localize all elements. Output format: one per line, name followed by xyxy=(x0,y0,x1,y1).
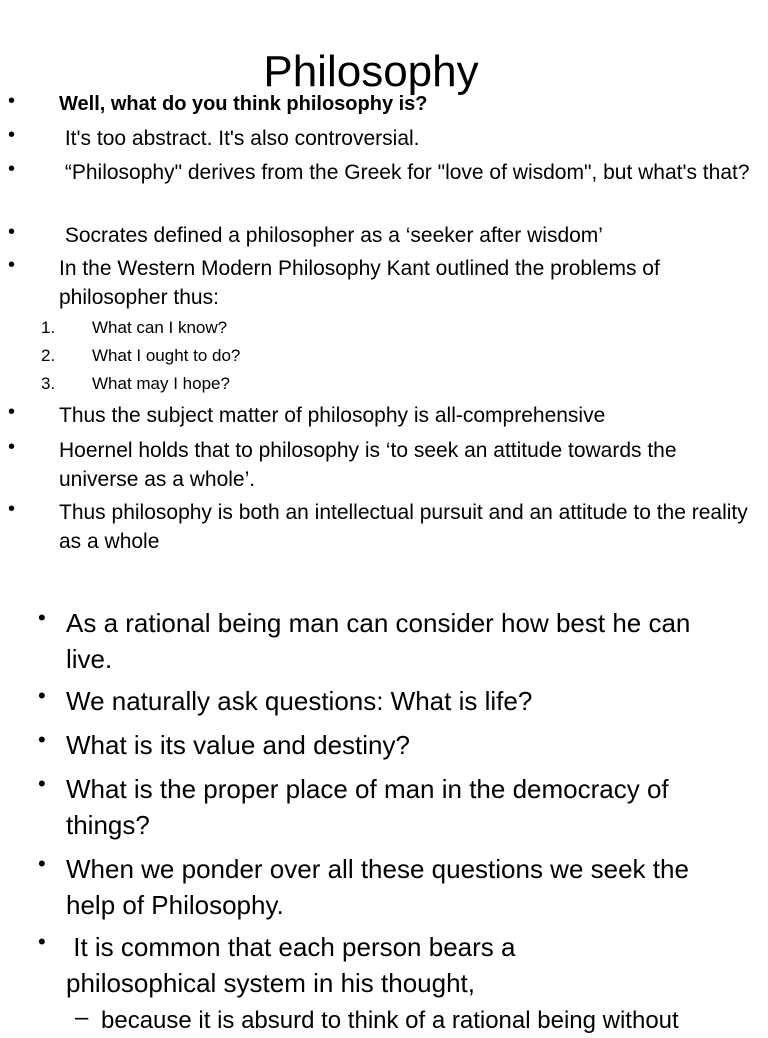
bullet-icon: • xyxy=(8,401,16,423)
bullet-text: It is common that each person bears a philosophical system in his thought, xyxy=(66,932,523,998)
bullet-text: As a rational being man can consider how best he can live. xyxy=(66,608,698,674)
bullet-icon: • xyxy=(8,254,16,276)
item-text: What I ought to do? xyxy=(92,346,241,365)
bullet-icon: • xyxy=(38,929,46,954)
bullet-text: It's too abstract. It's also controversial. xyxy=(59,127,420,150)
bullet-icon: • xyxy=(38,771,46,796)
bullet-icon: • xyxy=(8,498,16,520)
item-text: What can I know? xyxy=(92,318,228,337)
bullet-icon: • xyxy=(8,436,16,458)
item-number: 2. xyxy=(41,346,56,365)
item-number: 3. xyxy=(41,374,56,393)
bullet-text: Thus philosophy is both an intellectual pursuit and an attitude to the reality as a whole xyxy=(59,501,754,553)
bullet-text: Thus the subject matter of philosophy is all-comprehensive xyxy=(59,404,606,427)
bullet-text: “Philosophy" derives from the Greek for "love of wisdom", but what's that? xyxy=(59,161,750,184)
bullet-text: When we ponder over all these questions we seek the help of Philosophy. xyxy=(66,854,697,920)
bullet-icon: • xyxy=(38,683,46,708)
bullet-icon: • xyxy=(38,605,46,630)
bullet-text: What is its value and destiny? xyxy=(66,730,410,760)
dash-icon: – xyxy=(75,1004,89,1031)
sub-bullet-text: because it is absurd to think of a rational being without xyxy=(101,1007,679,1034)
bullet-text: Socrates defined a philosopher as a ‘seeker after wisdom’ xyxy=(59,224,603,247)
bullet-icon: • xyxy=(38,727,46,752)
item-text: What may I hope? xyxy=(92,374,230,393)
bullet-icon: • xyxy=(8,221,16,243)
item-number: 1. xyxy=(41,318,56,337)
bullet-text: What is the proper place of man in the democracy of things? xyxy=(66,774,676,840)
bullet-text: Well, what do you think philosophy is? xyxy=(59,93,428,115)
bullet-text: In the Western Modern Philosophy Kant outlined the problems of philosopher thus: xyxy=(59,257,666,309)
bullet-icon: • xyxy=(8,90,16,112)
bullet-text: Hoernel holds that to philosophy is ‘to seek an attitude towards the universe as a whole’. xyxy=(59,439,683,491)
bullet-icon: • xyxy=(8,124,16,146)
page-title: Philosophy xyxy=(263,47,479,96)
bullet-text: We naturally ask questions: What is life? xyxy=(66,686,533,716)
bullet-icon: • xyxy=(38,851,46,876)
bullet-icon: • xyxy=(8,158,16,180)
